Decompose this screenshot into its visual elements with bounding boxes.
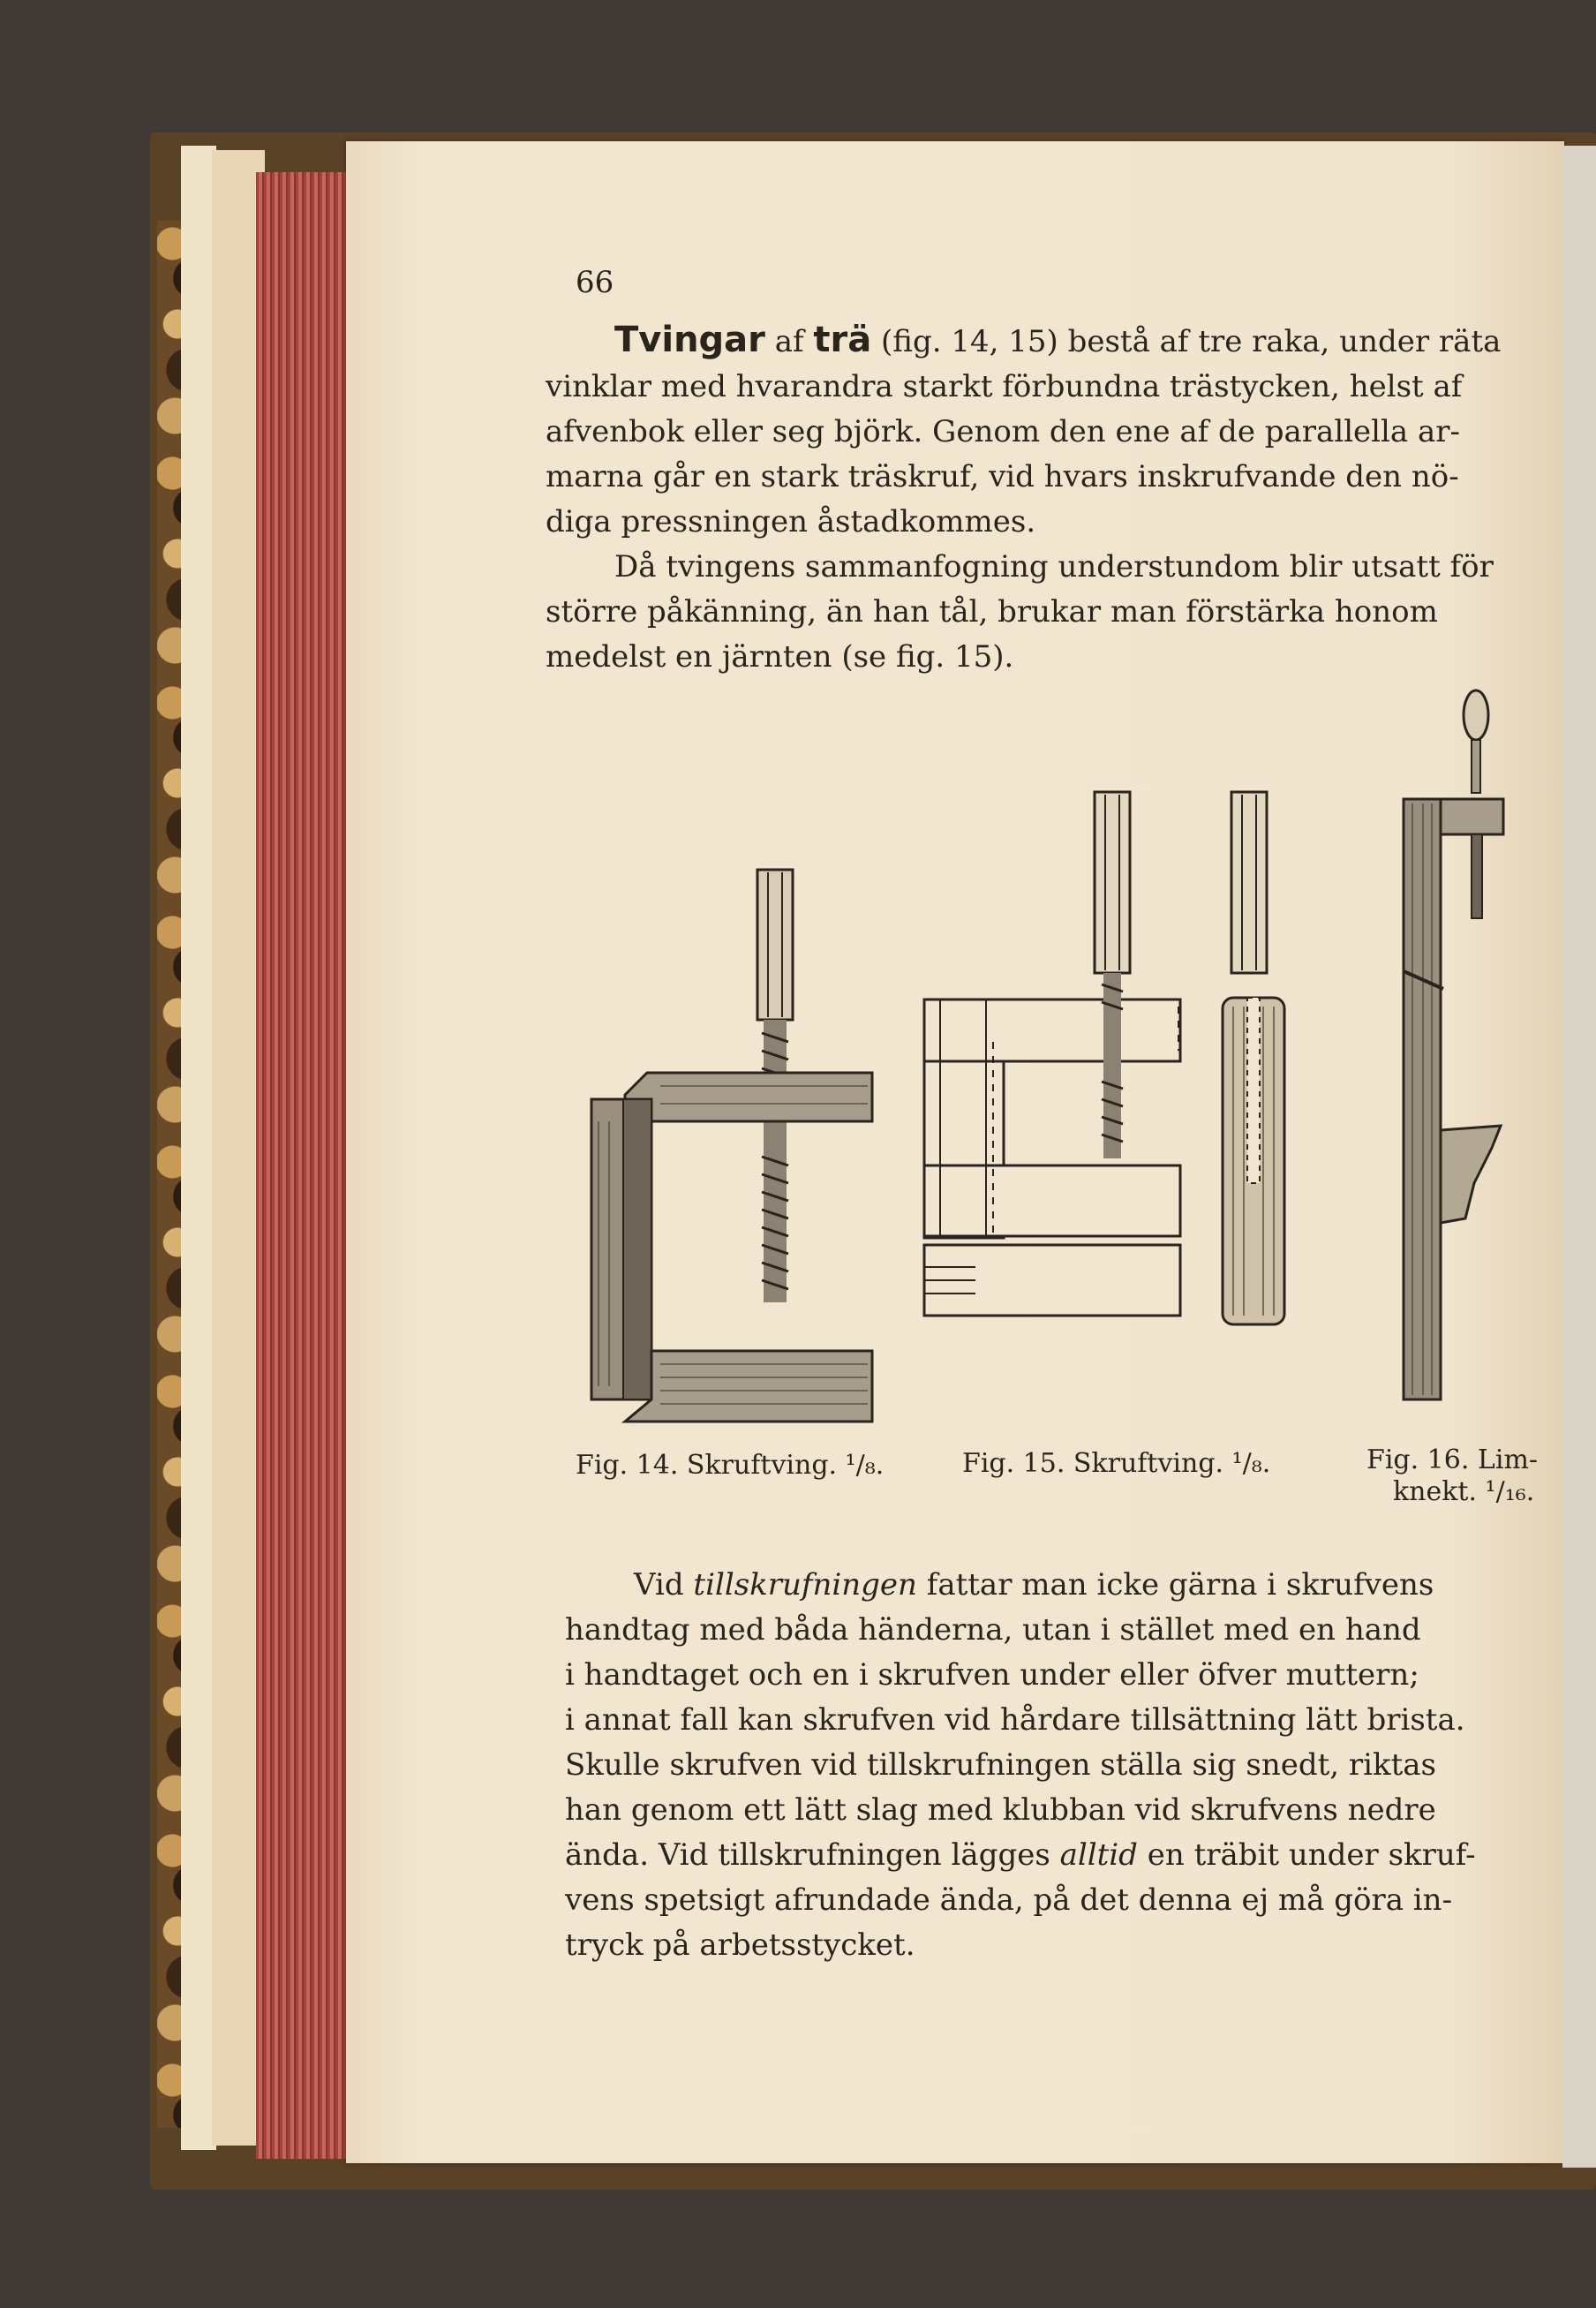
text-line: i handtaget och en i skrufven under eller öfver muttern; bbox=[565, 1657, 1419, 1693]
text-fragment: fattar man icke gärna i skrufvens bbox=[916, 1567, 1434, 1603]
text-line: afvenbok eller seg björk. Genom den ene af de parallella ar- bbox=[546, 414, 1461, 449]
text-fragment: (fig. 14, 15) bestå af tre raka, under räta bbox=[871, 324, 1502, 359]
text-line bbox=[565, 1833, 1476, 1878]
text-line: i annat fall kan skrufven vid hårdare tillsättning lätt brista. bbox=[565, 1702, 1465, 1738]
text-fragment: af bbox=[764, 324, 814, 359]
figure-16-lim-knekt bbox=[1386, 689, 1509, 1413]
text-line: diga pressningen åstadkommes. bbox=[546, 504, 1036, 539]
text-line: större påkänning, än han tål, brukar man förstärka honom bbox=[546, 594, 1438, 630]
text-line: vens spetsigt afrundade ända, på det denna ej må göra in- bbox=[565, 1882, 1453, 1918]
page-block-right bbox=[1562, 146, 1596, 2168]
text-line bbox=[546, 318, 1501, 365]
caption-fig-14: Fig. 14. Skruftving. ¹/₈. bbox=[576, 1450, 885, 1481]
text-line: tryck på arbetsstycket. bbox=[565, 1927, 915, 1963]
caption-fig-16-line2: knekt. ¹/₁₆. bbox=[1393, 1476, 1535, 1507]
text-line: Då tvingens sammanfogning understundom blir utsatt för bbox=[614, 549, 1494, 585]
term-tra: trä bbox=[813, 320, 872, 360]
text-line: handtag med båda händerna, utan i stället med en hand bbox=[565, 1612, 1421, 1648]
text-fragment: Vid bbox=[634, 1567, 694, 1603]
text-line: medelst en järnten (se fig. 15). bbox=[546, 639, 1014, 675]
paragraph-tillskrufningen bbox=[565, 1563, 1476, 1968]
text-line bbox=[565, 1563, 1476, 1608]
paragraph-tvingar bbox=[546, 318, 1501, 680]
text-fragment: en träbit under skruf- bbox=[1137, 1837, 1476, 1873]
text-line: vinklar med hvarandra starkt förbundna trästycken, helst af bbox=[546, 369, 1463, 404]
page-number: 66 bbox=[576, 265, 614, 300]
caption-fig-15: Fig. 15. Skruftving. ¹/₈. bbox=[962, 1448, 1271, 1479]
figure-15-screw-clamp bbox=[922, 786, 1302, 1422]
term-tvingar: Tvingar bbox=[614, 320, 765, 360]
figure-14-screw-clamp bbox=[590, 856, 881, 1439]
text-fragment: ända. Vid tillskrufningen lägges bbox=[565, 1837, 1060, 1873]
caption-fig-16-line1: Fig. 16. Lim- bbox=[1366, 1444, 1539, 1475]
text-line: han genom ett lätt slag med klubban vid skrufvens nedre bbox=[565, 1792, 1436, 1828]
text-line: Skulle skrufven vid tillskrufningen ställa sig snedt, riktas bbox=[565, 1747, 1436, 1783]
endpaper bbox=[181, 146, 216, 2150]
term-tillskrufningen: tillskrufningen bbox=[693, 1567, 917, 1603]
term-alltid: alltid bbox=[1059, 1837, 1138, 1873]
text-line: marna går en stark träskruf, vid hvars inskrufvande den nö- bbox=[546, 459, 1459, 494]
